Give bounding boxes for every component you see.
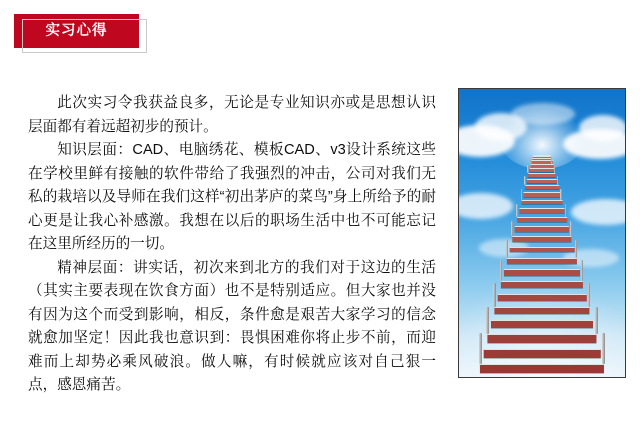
stair-step [504,269,580,276]
stair-baluster [521,189,523,200]
stair-baluster [511,221,513,236]
stair-baluster [554,165,555,173]
stair-baluster [570,221,572,236]
stair-baluster [588,283,591,307]
stair-baluster [486,307,489,334]
stair-baluster [581,260,583,281]
stair-baluster [516,204,518,217]
page-title: 实习心得 [45,23,108,39]
stairway-photo [458,88,626,378]
stair-step [491,320,593,328]
stair-step [494,307,589,315]
stair-step [517,217,567,222]
stair-step [480,364,604,374]
stair-step [528,173,555,177]
stair-baluster [479,333,482,363]
paragraph-3: 精神层面：讲实话，初次来到北方的我们对于这边的生活（其实主要表现在饮食方面）也不是特别适应。但大家也并没有因为这个而受到影响，相反，条件愈是艰苦大家学习的信念就愈加坚定！因此我也意识到：畏惧困难你将止步不前，而迎难而上却势必乘风破浪。做人嘛，有时候就应该对自己狠一点，感恩痛苦。 [28,259,436,393]
stair-step [507,258,577,264]
paragraph-2: 知识层面：CAD、电脑绣花、模板CAD、v3设计系统这些在学校里鲜有接触的软件带给了我强烈的冲击，公司对我们无私的栽培以及导师在我们这样“初出茅庐的菜鸟”身上所给予的耐心更是让我心补感激。我想在以后的职场生活中也不可能忘记在这里所经历的一切。 [28,142,436,252]
stair-step [527,179,557,183]
stair-step [510,247,575,253]
stair-baluster [493,283,496,307]
stair-baluster [565,204,567,217]
stair-step [515,226,569,231]
stair-step [519,208,564,213]
slide-title-banner [14,14,139,48]
stair-step [531,164,554,167]
stair-step [522,200,563,204]
stair-baluster [500,260,502,281]
paragraph-1: 此次实习令我获益良多，无论是专业知识亦或是思想认识层面都有着远超初步的预计。 [28,95,436,135]
stair-baluster [602,333,605,363]
stair-step [512,236,571,242]
stair-step [484,349,601,358]
stair-baluster [575,240,577,258]
staircase-illustration [467,103,617,378]
stair-step [525,185,559,189]
photo-sky-background [459,89,625,377]
stair-step [530,168,555,171]
stair-baluster [595,307,598,334]
stair-step [487,334,596,343]
stair-baluster [527,165,528,173]
stair-step [498,294,587,301]
stair-baluster [560,189,562,200]
stair-baluster [524,176,525,186]
stair-step [501,281,583,288]
stair-baluster [557,176,558,186]
stair-step [523,192,560,196]
body-text-block [28,92,436,398]
stair-baluster [506,240,508,258]
stair-baluster [530,157,531,164]
